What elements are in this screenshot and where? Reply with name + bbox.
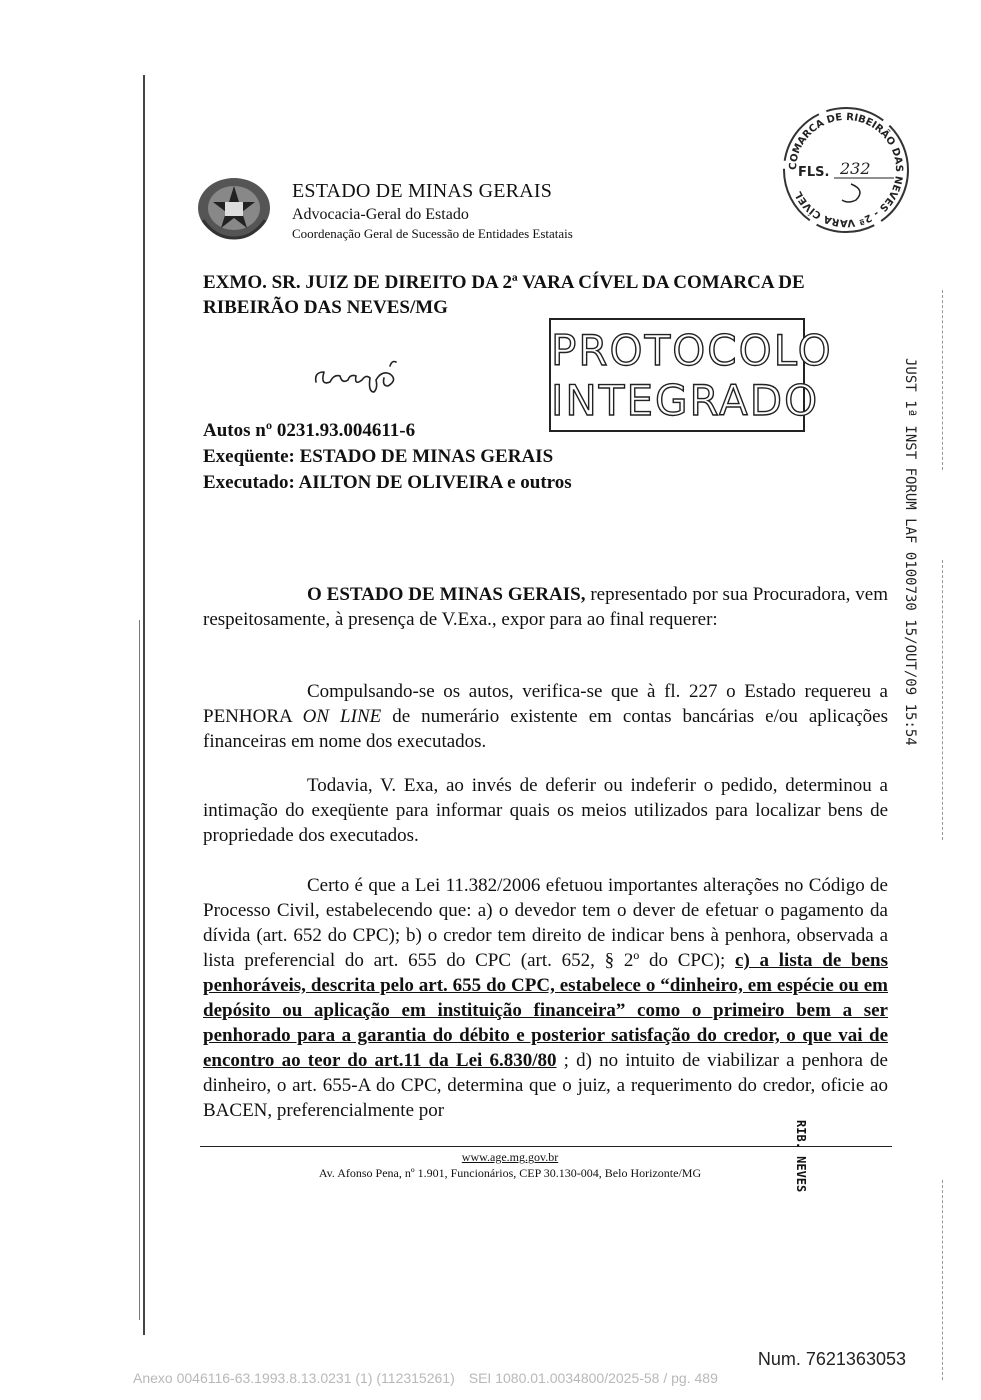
protocol-stamp-line-1: PROTOCOLO [551, 326, 833, 375]
paragraph-however: Todavia, V. Exa, ao invés de deferir ou indeferir o pedido, determinou a intimação do exeqüente para informar quais os meios utilizados para localizar bens de propriedade dos executados. [203, 775, 888, 846]
addressee-block [203, 270, 893, 320]
annex-reference: Anexo 0046116-63.1993.8.13.0231 (1) (112315261) [133, 1370, 455, 1386]
handwritten-signature [312, 352, 404, 396]
fls-label: FLS. [798, 165, 830, 180]
case-identification [203, 418, 572, 496]
court-stamp [776, 100, 916, 240]
paragraph-law [203, 873, 888, 1123]
annex-watermark [133, 1370, 732, 1386]
case-number: Autos nº 0231.93.004611-6 [203, 420, 416, 441]
scan-dashed-edge [942, 1180, 944, 1380]
scan-dashed-edge [942, 290, 944, 470]
issuer-title: ESTADO DE MINAS GERAIS [292, 180, 553, 202]
case-creditor: Exeqüente: ESTADO DE MINAS GERAIS [203, 446, 554, 467]
margin-code: RIB. NEVES [794, 1120, 808, 1193]
paragraph-intro [203, 582, 888, 632]
paragraph-law-highlight: c) a lista de bens penhoráveis, descrita pelo art. 655 do CPC, estabelece o “dinheiro, em espécie ou em depósito ou aplicação em instituição financeira” como o primeiro bem a ser penhorado para a garantia do débito e posterior satisfação do credor, o que vai de encontro ao teor do art.11 da Lei 6.830/80 [203, 950, 888, 1071]
case-debtor: Executado: AILTON DE OLIVEIRA e outros [203, 472, 572, 493]
court-stamp-ring-text: COMARCA DE RIBEIRÃO DAS NEVES - 2ª VARA CÍVEL [787, 111, 905, 229]
document-number: Num. 7621363053 [757, 1349, 906, 1369]
reception-timestamp: JUST 1ª INST FORUM LAF 0100730 15/OUT/09 15:54 [902, 358, 918, 746]
issuer-department: Coordenação Geral de Sucessão de Entidades Estatais [292, 226, 573, 241]
party-name: O ESTADO DE MINAS GERAIS, [307, 584, 586, 605]
scan-edge-line [139, 620, 140, 1320]
paragraph-records [203, 679, 888, 754]
paragraph-intro-text: representado por sua Procuradora, vem respeitosamente, à presença de V.Exa., expor para ao final requerer: [203, 584, 888, 630]
protocol-stamp [549, 318, 833, 432]
fls-number: 232 [840, 159, 871, 178]
addressee-line-1: EXMO. SR. JUIZ DE DIREITO DA 2ª VARA CÍVEL DA COMARCA DE [203, 272, 805, 293]
sei-reference: SEI 1080.01.0034800/2025-58 / pg. 489 [468, 1370, 718, 1386]
footer-url: www.age.mg.gov.br [461, 1150, 559, 1164]
footer-address: Av. Afonso Pena, nº 1.901, Funcionários, CEP 30.130-004, Belo Horizonte/MG [318, 1166, 702, 1180]
scan-dashed-edge [942, 560, 944, 840]
paragraph-law-text-b: ; d) no intuito de viabilizar a penhora de dinheiro, o art. 655-A do CPC, determina que o juiz, a requerimento do credor, oficie ao BACEN, preferencialmente por [203, 1050, 888, 1121]
issuer-subtitle: Advocacia-Geral do Estado [292, 206, 469, 223]
paragraph-law-text-a: Certo é que a Lei 11.382/2006 efetuou importantes alterações no Código de Processo Civil, estabelecendo que: a) o devedor tem o dever de efetuar o pagamento da dívida (art. 652 do CPC); b) o credor tem direito de indicar bens à penhora, observada a lista preferencial do art. 655 do CPC (art. 652, § 2º do CPC); [203, 875, 888, 971]
scan-edge-line [143, 75, 145, 1335]
coat-of-arms-icon [195, 172, 273, 240]
paragraph-records-italic: ON LINE [302, 706, 382, 727]
paragraph-records-text-a: Compulsando-se os autos, verifica-se que à fl. 227 o Estado requereu a PENHORA [203, 681, 888, 727]
protocol-stamp-line-2: INTEGRADO [551, 376, 820, 425]
paragraph-records-text-b: de numerário existente em contas bancárias e/ou aplicações financeiras em nome dos executados. [203, 706, 888, 752]
addressee-line-2: RIBEIRÃO DAS NEVES/MG [203, 297, 448, 318]
footer-divider [200, 1146, 892, 1147]
